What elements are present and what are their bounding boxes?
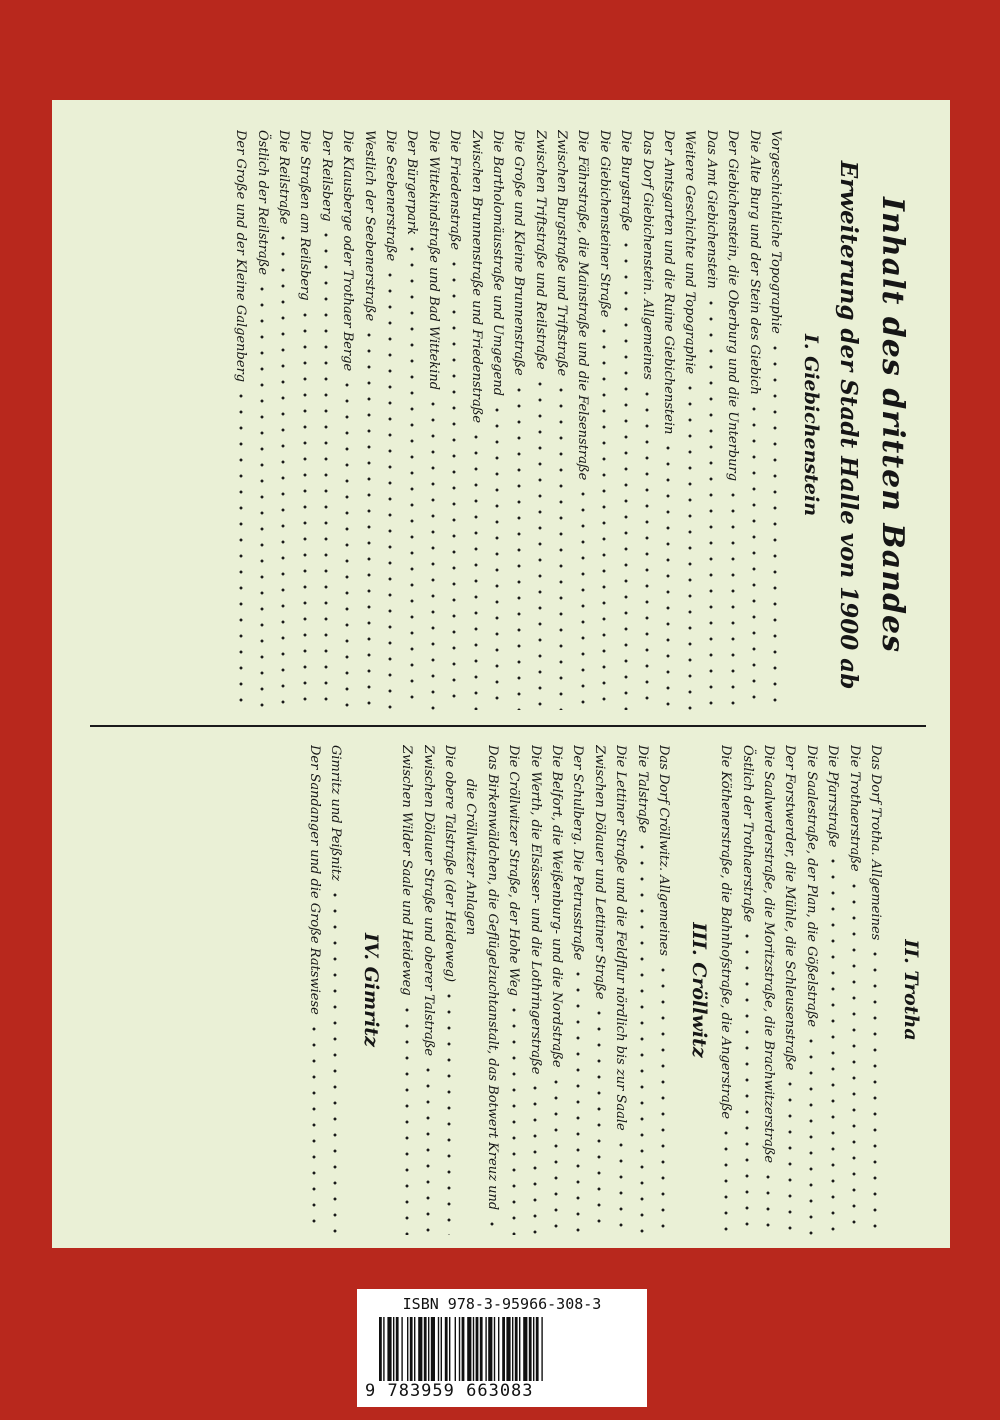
dot-leader (745, 928, 749, 1235)
toc-entry-text: Das Amt Giebichenstein (703, 130, 719, 289)
dot-leader (619, 1137, 623, 1235)
toc-entry (715, 745, 736, 1235)
toc-entry (524, 745, 545, 1235)
toc-entry (653, 745, 674, 1235)
toc-entry-text: Die Lettiner Straße und die Feldflur nördlich bis zur Saale (613, 745, 629, 1131)
dot-leader (554, 1074, 558, 1235)
section-heading-giebichenstein: I. Giebichenstein (800, 333, 822, 517)
dot-leader (239, 388, 243, 710)
toc-entry (822, 745, 843, 1235)
section-heading-croellwitz: III. Cröllwitz (688, 922, 710, 1058)
toc-entry-text: Zwischen Burgstraße und Triftstraße (554, 130, 570, 377)
dot-leader (388, 267, 392, 710)
toc-entry (325, 745, 346, 1235)
toc-entry-text: Die Reilstraße (276, 130, 292, 225)
toc-entry (465, 130, 486, 710)
dot-leader (666, 440, 670, 710)
toc-entry-text: Die Friedenstraße (447, 130, 463, 251)
toc-entry-text: Die Belfort, die Weißenburg- und die Nordstraße (549, 745, 565, 1068)
section-heading-gimritz: IV. Gimritz (360, 933, 382, 1047)
toc-entry (800, 745, 821, 1235)
toc-entry (572, 130, 593, 710)
toc-list-croellwitz (396, 745, 674, 1235)
toc-entry-text: Zwischen Dölauer Straße und oberer Talstraße (420, 745, 436, 1057)
rotated-contents (52, 100, 950, 1248)
toc-entry (508, 130, 529, 710)
toc-entry (636, 130, 657, 710)
toc-entry-text: Die Alte Burg und der Stein des Giebich (746, 130, 762, 395)
toc-entry (700, 130, 721, 710)
toc-entry-text: Der Bürgerpark (404, 130, 420, 235)
toc-entry (481, 745, 502, 1235)
contents-page (52, 100, 950, 1248)
toc-entry (294, 130, 315, 710)
dot-leader (724, 1125, 728, 1235)
toc-entry (230, 130, 251, 710)
toc-entry-text: Das Dorf Trotha. Allgemeines (868, 745, 883, 941)
toc-entry (503, 745, 524, 1235)
toc-entry-text: Östlich der Reilstraße (254, 130, 270, 276)
dot-leader (752, 401, 756, 710)
section-heading-trotha: II. Trotha (900, 939, 922, 1041)
toc-entry (615, 130, 636, 710)
barcode-digits: 9 783959 663083 (365, 1381, 534, 1401)
toc-entry-text: Zwischen Brunnenstraße und Friedenstraße (468, 130, 484, 424)
toc-entry (251, 130, 272, 710)
dot-leader (410, 241, 414, 710)
toc-entry (460, 745, 481, 1235)
toc-entry-text: Zwischen Triftstraße und Reilstraße (532, 130, 548, 370)
toc-entry (551, 130, 572, 710)
toc-entry (631, 745, 652, 1235)
toc-entry-text: Die Wittekindstraße und Bad Wittekind (425, 130, 441, 391)
column-divider (90, 725, 926, 727)
toc-entry-text: Die Giebichensteiner Straße (596, 130, 612, 318)
toc-entry (779, 745, 800, 1235)
dot-leader (873, 946, 877, 1235)
toc-entry (588, 745, 609, 1235)
dot-leader (809, 1033, 813, 1235)
dot-leader (788, 1076, 792, 1235)
toc-entry-text: Östlich der Trothaerstraße (739, 745, 755, 923)
dot-leader (426, 1062, 430, 1235)
dot-leader (731, 487, 735, 710)
dot-leader (324, 227, 328, 710)
toc-entry (658, 130, 679, 710)
toc-entry (567, 745, 588, 1235)
dot-leader (517, 382, 521, 710)
toc-entry-text: Der Große und der Kleine Galgenberg (233, 130, 249, 383)
dot-leader (766, 1169, 770, 1235)
toc-list-giebichenstein (230, 130, 786, 710)
toc-entry-text: Die Bartholomäusstraße und Umgegend (489, 130, 505, 397)
toc-entry (758, 745, 779, 1235)
toc-entry-text: Die Köthenerstraße, die Bahnhofstraße, die Angerstraße (718, 745, 734, 1120)
dot-leader (447, 988, 451, 1235)
toc-entry-text: Die Straßen am Reilsberg (297, 130, 313, 301)
dot-leader (624, 237, 628, 710)
dot-leader (559, 382, 563, 710)
toc-entry-text: Weitere Geschichte und Topographie (682, 130, 698, 375)
toc-entry-text: Der Giebichenstein, die Oberburg und die Unterburg (725, 130, 741, 482)
toc-entry (396, 745, 417, 1235)
toc-list-trotha (715, 745, 886, 1235)
dot-leader (576, 966, 580, 1235)
toc-list-gimritz (303, 745, 346, 1235)
toc-entry (273, 130, 294, 710)
toc-entry (439, 745, 460, 1235)
dot-leader (597, 1005, 601, 1235)
toc-entry-text: Die Cröllwitzer Straße, der Hohe Weg (506, 745, 522, 996)
toc-entry-text: Der Reilsberg (318, 130, 334, 222)
dot-leader (645, 386, 649, 710)
toc-entry (487, 130, 508, 710)
toc-entry (529, 130, 550, 710)
toc-entry-text: Zwischen Wilder Saale und Heideweg (399, 745, 415, 996)
dot-leader (431, 396, 435, 710)
toc-entry-text: Die Trothaerstraße (846, 745, 862, 872)
barcode-icon (377, 1317, 629, 1381)
dot-leader (474, 429, 478, 710)
toc-entry-text: Das Birkenwäldchen, die Geflügelzuchtanstalt, das Botwert Kreuz und (484, 745, 500, 1211)
dot-leader (260, 281, 264, 710)
dot-leader (312, 1021, 316, 1235)
toc-entry (743, 130, 764, 710)
dot-leader (452, 256, 456, 710)
toc-entry-text: Westlich der Seebenerstraße (361, 130, 377, 322)
toc-entry-text: Die Saalestraße, der Plan, die Gößelstraße (803, 745, 819, 1028)
dot-leader (852, 878, 856, 1235)
dot-leader (346, 377, 350, 710)
toc-entry-text: Die Werth, die Elsässer- und die Lothringerstraße (527, 745, 543, 1075)
dot-leader (688, 380, 692, 710)
toc-entry-text: Die Fährstraße, die Mainstraße und die Felsenstraße (575, 130, 591, 481)
contents-title: Inhalt des dritten Bandes (875, 197, 910, 653)
toc-entry-text: Zwischen Dölauer und Lettiner Straße (591, 745, 607, 1000)
toc-entry (417, 745, 438, 1235)
toc-entry-text: Die Burgstraße (618, 130, 634, 232)
toc-entry-text: Die Talstraße (634, 745, 650, 834)
toc-entry (593, 130, 614, 710)
toc-entry-text: Das Dorf Giebichenstein. Allgemeines (639, 130, 655, 380)
toc-entry (765, 130, 786, 710)
toc-entry-text: Der Schulberg. Die Petrusstraße (570, 745, 586, 961)
dot-leader (281, 230, 285, 710)
toc-entry-text: Die obere Talstraße (der Heideweg) (442, 745, 458, 983)
toc-entry-text: Die Große und Kleine Brunnenstraße (511, 130, 527, 376)
dot-leader (495, 402, 499, 710)
toc-entry-text: Gimritz und Peißnitz (328, 745, 343, 881)
dot-leader (709, 295, 713, 710)
dot-leader (538, 376, 542, 710)
dot-leader (405, 1002, 409, 1235)
dot-leader (773, 340, 777, 710)
toc-entry (303, 745, 324, 1235)
toc-entry (736, 745, 757, 1235)
toc-entry-text: Die Klausberge oder Trothaer Berge (340, 130, 356, 372)
toc-entry (444, 130, 465, 710)
dot-leader (581, 486, 585, 710)
dot-leader (661, 962, 665, 1235)
toc-entry (679, 130, 700, 710)
toc-entry (422, 130, 443, 710)
contents-subtitle: Erweiterung der Stadt Halle von 1900 ab (835, 160, 862, 690)
dot-leader (303, 307, 307, 710)
dot-leader (533, 1080, 537, 1235)
toc-entry-text: Die Saalwerderstraße, die Moritzstraße, die Brachwitzerstraße (761, 745, 777, 1164)
toc-entry (401, 130, 422, 710)
toc-entry (610, 745, 631, 1235)
toc-entry (843, 745, 864, 1235)
toc-entry-text: Der Sandanger und die Große Ratswiese (306, 745, 322, 1015)
dot-leader (512, 1002, 516, 1235)
toc-entry-text: Der Forstwerder, die Mühle, die Schleusenstraße (782, 745, 798, 1071)
isbn-label: ISBN 978-3-95966-308-3 (402, 1295, 602, 1313)
toc-entry-text: die Cröllwitzer Anlagen (463, 779, 479, 936)
toc-entry-text: Vorgeschichtliche Topographie (768, 130, 783, 334)
dot-leader (831, 853, 835, 1235)
dot-leader (602, 323, 606, 710)
toc-entry (315, 130, 336, 710)
toc-entry (380, 130, 401, 710)
toc-entry (865, 745, 886, 1235)
toc-entry-text: Der Amtsgarten und die Ruine Giebichenstein (661, 130, 677, 435)
dot-leader (490, 1216, 494, 1235)
toc-entry (358, 130, 379, 710)
toc-entry-text: Das Dorf Cröllwitz. Allgemeines (656, 745, 671, 956)
toc-entry (337, 130, 358, 710)
dot-leader (333, 887, 337, 1235)
toc-entry (546, 745, 567, 1235)
dot-leader (367, 327, 371, 710)
isbn-barcode-box (357, 1289, 647, 1407)
dot-leader (640, 839, 644, 1235)
toc-entry (722, 130, 743, 710)
toc-entry-text: Die Seebenerstraße (382, 130, 398, 262)
toc-entry-text: Die Pfarrstraße (825, 745, 841, 848)
